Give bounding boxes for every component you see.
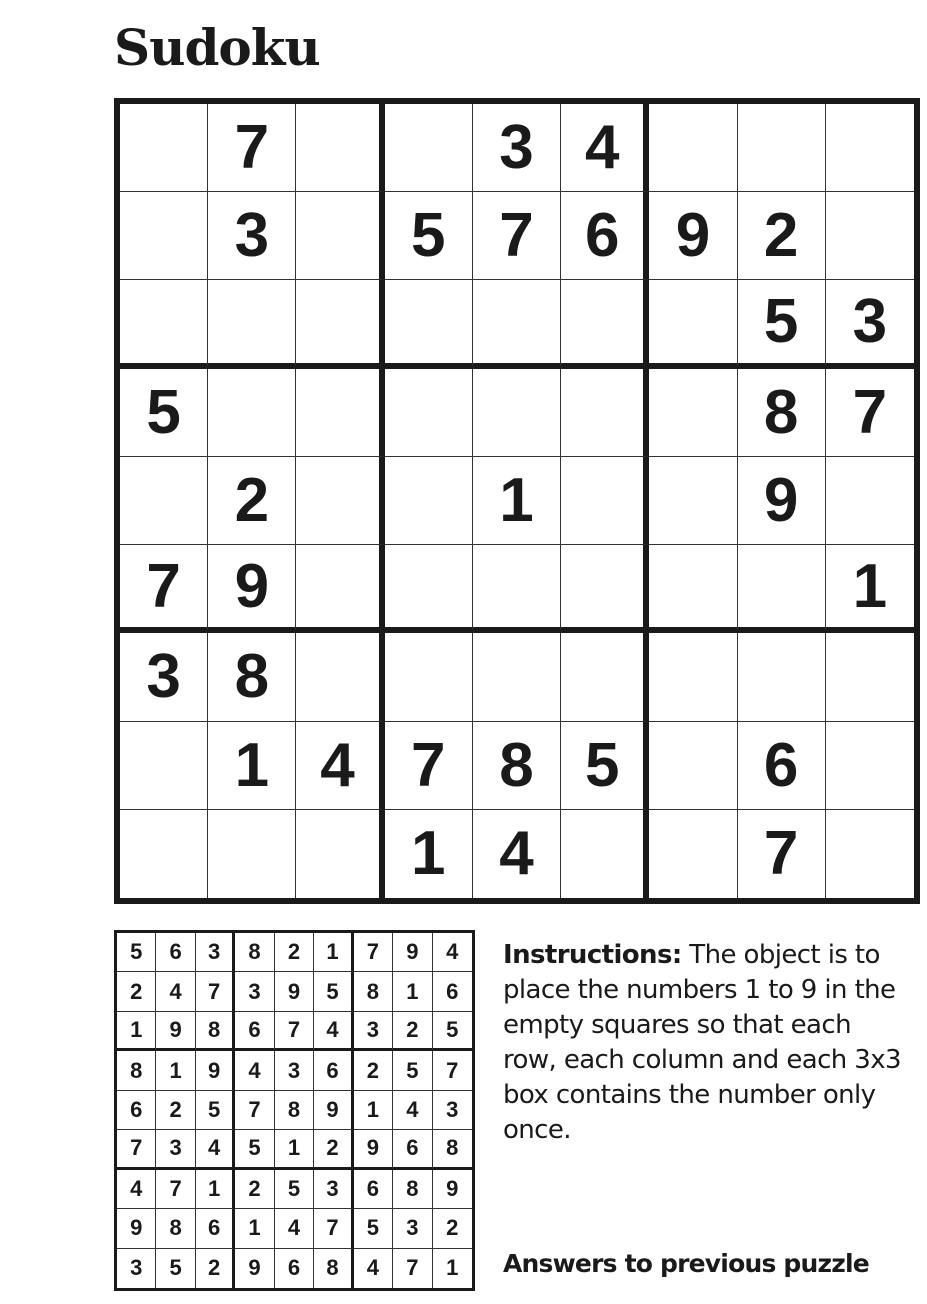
answer-cell-r7c2: 7 — [156, 1170, 195, 1209]
answer-cell-r8c1: 9 — [117, 1209, 156, 1248]
puzzle-cell-r4c5[interactable] — [473, 369, 561, 457]
answer-cell-r6c6: 2 — [314, 1130, 353, 1169]
answer-cell-r4c7: 2 — [354, 1051, 393, 1090]
puzzle-cell-r8c1[interactable] — [120, 722, 208, 810]
answer-cell-r8c4: 1 — [235, 1209, 274, 1248]
puzzle-cell-r3c4[interactable] — [385, 280, 473, 368]
puzzle-cell-r6c2: 9 — [208, 545, 296, 633]
puzzle-cell-r6c5[interactable] — [473, 545, 561, 633]
puzzle-cell-r4c6[interactable] — [561, 369, 649, 457]
answer-cell-r5c2: 2 — [156, 1091, 195, 1130]
answer-cell-r4c5: 3 — [275, 1051, 314, 1090]
puzzle-cell-r1c7[interactable] — [649, 104, 737, 192]
puzzle-cell-r2c5: 7 — [473, 192, 561, 280]
answer-cell-r2c8: 1 — [393, 972, 432, 1011]
puzzle-cell-r2c6: 6 — [561, 192, 649, 280]
puzzle-cell-r7c6[interactable] — [561, 633, 649, 721]
puzzle-cell-r5c6[interactable] — [561, 457, 649, 545]
puzzle-cell-r9c3[interactable] — [296, 810, 384, 898]
puzzle-cell-r4c3[interactable] — [296, 369, 384, 457]
puzzle-cell-r5c7[interactable] — [649, 457, 737, 545]
answer-cell-r3c8: 2 — [393, 1012, 432, 1051]
puzzle-cell-r6c4[interactable] — [385, 545, 473, 633]
puzzle-cell-r3c3[interactable] — [296, 280, 384, 368]
answer-cell-r7c3: 1 — [196, 1170, 235, 1209]
instructions-text: The object is to place the numbers 1 to 9 in the empty squares so that each row, each column and each 3x3 box contains the number only once. — [503, 940, 901, 1145]
answer-cell-r8c3: 6 — [196, 1209, 235, 1248]
answer-cell-r2c3: 7 — [196, 972, 235, 1011]
answer-cell-r9c4: 9 — [235, 1249, 274, 1288]
answer-cell-r9c3: 2 — [196, 1249, 235, 1288]
answer-cell-r3c4: 6 — [235, 1012, 274, 1051]
answer-cell-r9c5: 6 — [275, 1249, 314, 1288]
answer-cell-r5c3: 5 — [196, 1091, 235, 1130]
puzzle-cell-r2c1[interactable] — [120, 192, 208, 280]
puzzle-cell-r8c2: 1 — [208, 722, 296, 810]
answer-cell-r1c4: 8 — [235, 933, 274, 972]
answer-cell-r5c5: 8 — [275, 1091, 314, 1130]
answer-cell-r3c7: 3 — [354, 1012, 393, 1051]
puzzle-cell-r5c3[interactable] — [296, 457, 384, 545]
puzzle-cell-r9c7[interactable] — [649, 810, 737, 898]
answer-cell-r4c8: 5 — [393, 1051, 432, 1090]
puzzle-cell-r7c9[interactable] — [826, 633, 914, 721]
puzzle-cell-r7c2: 8 — [208, 633, 296, 721]
answer-cell-r8c9: 2 — [433, 1209, 472, 1248]
puzzle-cell-r8c9[interactable] — [826, 722, 914, 810]
answer-cell-r3c5: 7 — [275, 1012, 314, 1051]
puzzle-cell-r1c2: 7 — [208, 104, 296, 192]
puzzle-cell-r7c8[interactable] — [738, 633, 826, 721]
answer-cell-r1c9: 4 — [433, 933, 472, 972]
puzzle-cell-r9c2[interactable] — [208, 810, 296, 898]
answer-cell-r7c8: 8 — [393, 1170, 432, 1209]
puzzle-cell-r4c8: 8 — [738, 369, 826, 457]
answer-cell-r7c4: 2 — [235, 1170, 274, 1209]
puzzle-cell-r3c1[interactable] — [120, 280, 208, 368]
answer-cell-r1c1: 5 — [117, 933, 156, 972]
answer-cell-r1c2: 6 — [156, 933, 195, 972]
answer-cell-r9c2: 5 — [156, 1249, 195, 1288]
puzzle-cell-r4c7[interactable] — [649, 369, 737, 457]
answer-cell-r9c7: 4 — [354, 1249, 393, 1288]
answer-cell-r3c9: 5 — [433, 1012, 472, 1051]
answer-cell-r4c1: 8 — [117, 1051, 156, 1090]
answers-caption: Answers to previous puzzle — [503, 1249, 869, 1278]
answer-cell-r4c3: 9 — [196, 1051, 235, 1090]
answer-cell-r7c9: 9 — [433, 1170, 472, 1209]
answer-cell-r6c2: 3 — [156, 1130, 195, 1169]
puzzle-cell-r2c3[interactable] — [296, 192, 384, 280]
answer-cell-r3c3: 8 — [196, 1012, 235, 1051]
instructions — [503, 938, 903, 1148]
puzzle-cell-r2c9[interactable] — [826, 192, 914, 280]
puzzle-cell-r7c3[interactable] — [296, 633, 384, 721]
answer-cell-r7c5: 5 — [275, 1170, 314, 1209]
answer-cell-r6c3: 4 — [196, 1130, 235, 1169]
puzzle-cell-r1c9[interactable] — [826, 104, 914, 192]
answer-cell-r5c1: 6 — [117, 1091, 156, 1130]
answer-cell-r2c1: 2 — [117, 972, 156, 1011]
puzzle-cell-r7c5[interactable] — [473, 633, 561, 721]
puzzle-cell-r9c1[interactable] — [120, 810, 208, 898]
puzzle-cell-r3c6[interactable] — [561, 280, 649, 368]
puzzle-cell-r5c9[interactable] — [826, 457, 914, 545]
answer-cell-r2c2: 4 — [156, 972, 195, 1011]
answer-cell-r3c6: 4 — [314, 1012, 353, 1051]
answer-cell-r8c5: 4 — [275, 1209, 314, 1248]
puzzle-cell-r8c6: 5 — [561, 722, 649, 810]
answer-cell-r1c8: 9 — [393, 933, 432, 972]
puzzle-cell-r1c5: 3 — [473, 104, 561, 192]
puzzle-cell-r9c9[interactable] — [826, 810, 914, 898]
answer-cell-r5c4: 7 — [235, 1091, 274, 1130]
instructions-label: Instructions: — [503, 940, 682, 970]
answer-cell-r9c1: 3 — [117, 1249, 156, 1288]
page-title: Sudoku — [114, 18, 320, 77]
answer-cell-r6c1: 7 — [117, 1130, 156, 1169]
puzzle-cell-r5c4[interactable] — [385, 457, 473, 545]
answer-cell-r4c6: 6 — [314, 1051, 353, 1090]
puzzle-cell-r6c6[interactable] — [561, 545, 649, 633]
puzzle-cell-r2c7: 9 — [649, 192, 737, 280]
puzzle-cell-r2c2: 3 — [208, 192, 296, 280]
answer-cell-r1c5: 2 — [275, 933, 314, 972]
puzzle-cell-r8c3: 4 — [296, 722, 384, 810]
answer-cell-r9c9: 1 — [446, 1255, 459, 1281]
puzzle-cell-r9c8: 7 — [738, 810, 826, 898]
puzzle-cell-r5c5: 1 — [473, 457, 561, 545]
puzzle-cell-r4c1: 5 — [120, 369, 208, 457]
answer-cell-r5c6: 9 — [314, 1091, 353, 1130]
answer-cell-r4c4: 4 — [235, 1051, 274, 1090]
puzzle-cell-r6c7[interactable] — [649, 545, 737, 633]
puzzle-cell-r6c3[interactable] — [296, 545, 384, 633]
puzzle-cell-r3c7[interactable] — [649, 280, 737, 368]
puzzle-cell-r1c4[interactable] — [385, 104, 473, 192]
answer-cell-r2c4: 3 — [235, 972, 274, 1011]
puzzle-cell-r4c2[interactable] — [208, 369, 296, 457]
puzzle-cell-r4c9: 7 — [826, 369, 914, 457]
answer-cell-r7c6: 3 — [314, 1170, 353, 1209]
answer-cell-r5c9: 3 — [433, 1091, 472, 1130]
puzzle-cell-r4c4[interactable] — [385, 369, 473, 457]
puzzle-cell-r3c5[interactable] — [473, 280, 561, 368]
answer-cell-r7c1: 4 — [117, 1170, 156, 1209]
puzzle-cell-r9c5: 4 — [473, 810, 561, 898]
answer-cell-r8c2: 8 — [156, 1209, 195, 1248]
puzzle-cell-r1c3[interactable] — [296, 104, 384, 192]
answer-cell-r9c8: 7 — [393, 1249, 432, 1288]
puzzle-cell-r9c6[interactable] — [561, 810, 649, 898]
puzzle-cell-r9c4: 1 — [385, 810, 473, 898]
puzzle-cell-r3c2[interactable] — [208, 280, 296, 368]
answer-cell-r5c8: 4 — [393, 1091, 432, 1130]
answer-cell-r6c5: 1 — [275, 1130, 314, 1169]
answer-cell-r6c7: 9 — [354, 1130, 393, 1169]
answer-cell-r5c7: 1 — [354, 1091, 393, 1130]
puzzle-cell-r6c1: 7 — [120, 545, 208, 633]
answer-cell-r4c9: 7 — [433, 1051, 472, 1090]
answer-cell-r3c2: 9 — [156, 1012, 195, 1051]
answer-cell-r1c7: 7 — [354, 933, 393, 972]
puzzle-cell-r1c8[interactable] — [738, 104, 826, 192]
sudoku-puzzle-grid — [114, 98, 920, 904]
puzzle-cell-r3c8: 5 — [738, 280, 826, 368]
puzzle-cell-r6c9: 1 — [826, 545, 914, 633]
puzzle-cell-r5c2: 2 — [208, 457, 296, 545]
answer-cell-r1c6: 1 — [314, 933, 353, 972]
answer-cell-r3c1: 1 — [117, 1012, 156, 1051]
puzzle-cell-r7c7[interactable] — [649, 633, 737, 721]
puzzle-cell-r1c1[interactable] — [120, 104, 208, 192]
answer-cell-r9c6: 8 — [314, 1249, 353, 1288]
puzzle-cell-r7c4[interactable] — [385, 633, 473, 721]
puzzle-cell-r5c8: 9 — [738, 457, 826, 545]
puzzle-cell-r8c8: 6 — [738, 722, 826, 810]
puzzle-cell-r6c8[interactable] — [738, 545, 826, 633]
answer-cell-r4c2: 1 — [156, 1051, 195, 1090]
answer-cell-r2c6: 5 — [314, 972, 353, 1011]
puzzle-cell-r8c5: 8 — [473, 722, 561, 810]
puzzle-cell-r8c4: 7 — [385, 722, 473, 810]
answer-cell-r2c9: 6 — [433, 972, 472, 1011]
answer-cell-r6c4: 5 — [235, 1130, 274, 1169]
answer-cell-r8c7: 5 — [354, 1209, 393, 1248]
answer-cell-r8c6: 7 — [314, 1209, 353, 1248]
puzzle-cell-r8c7[interactable] — [649, 722, 737, 810]
answer-cell-r1c3: 3 — [196, 933, 235, 972]
puzzle-cell-r2c4: 5 — [385, 192, 473, 280]
answer-cell-r8c8: 3 — [393, 1209, 432, 1248]
puzzle-cell-r1c6: 4 — [561, 104, 649, 192]
answer-cell-r6c9: 8 — [433, 1130, 472, 1169]
puzzle-cell-r3c9: 3 — [826, 280, 914, 368]
answer-cell-r6c8: 6 — [393, 1130, 432, 1169]
answer-cell-r7c7: 6 — [354, 1170, 393, 1209]
answer-cell-r2c7: 8 — [354, 972, 393, 1011]
puzzle-cell-r2c8: 2 — [738, 192, 826, 280]
answer-cell-r2c5: 9 — [275, 972, 314, 1011]
answer-grid — [114, 930, 475, 1291]
puzzle-cell-r7c1: 3 — [120, 633, 208, 721]
puzzle-cell-r5c1[interactable] — [120, 457, 208, 545]
